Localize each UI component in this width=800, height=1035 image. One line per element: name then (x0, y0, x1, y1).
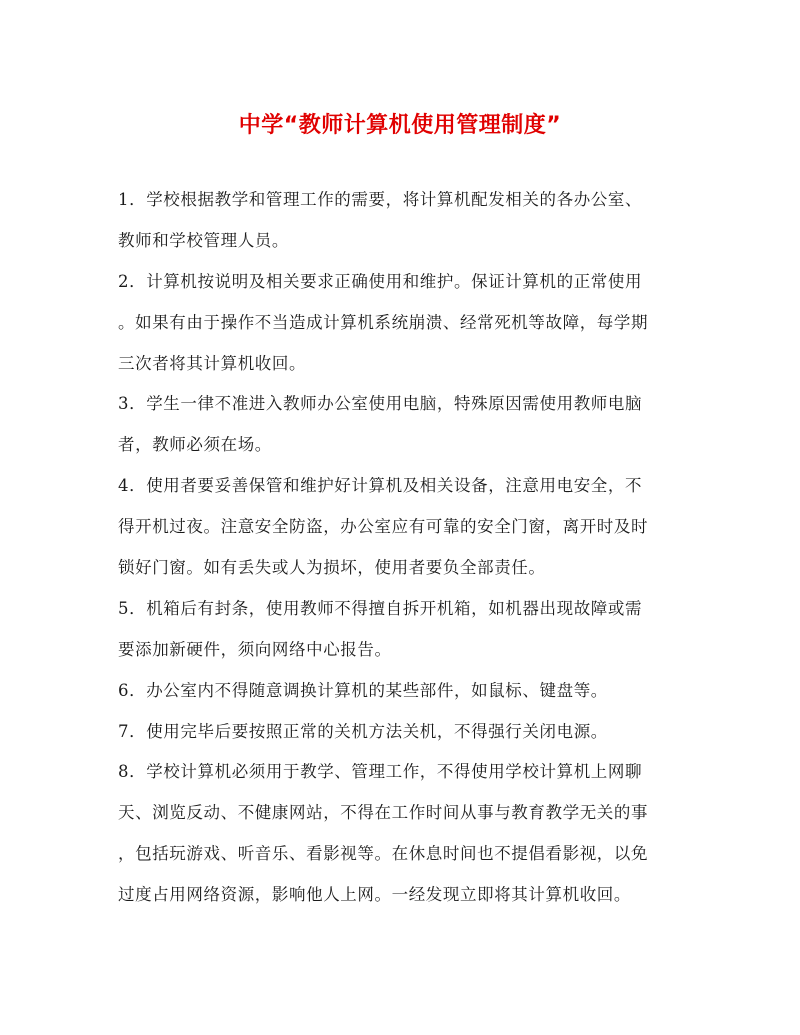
body-line: 过度占用网络资源，影响他人上网。一经发现立即将其计算机收回。 (118, 885, 631, 905)
body-line: 三次者将其计算机收回。 (118, 353, 307, 373)
body-line: 3．学生一律不准进入教师办公室使用电脑，特殊原因需使用教师电脑 (118, 394, 643, 414)
body-line: 天、浏览反动、不健康网站，不得在工作时间从事与教育教学无关的事 (118, 803, 649, 823)
body-line: 6．办公室内不得随意调换计算机的某些部件，如鼠标、键盘等。 (118, 680, 608, 700)
body-line: 2．计算机按说明及相关要求正确使用和维护。保证计算机的正常使用 (118, 271, 643, 291)
body-line: 要添加新硬件，须向网络中心报告。 (118, 639, 392, 659)
body-line: 。如果有由于操作不当造成计算机系统崩溃、经常死机等故障，每学期 (118, 312, 649, 332)
body-line: 者，教师必须在场。 (118, 435, 272, 455)
body-line: 得开机过夜。注意安全防盗，办公室应有可靠的安全门窗，离开时及时 (118, 517, 649, 537)
body-line: 锁好门窗。如有丢失或人为损坏，使用者要负全部责任。 (118, 558, 546, 578)
body-line: 5．机箱后有封条，使用教师不得擅自拆开机箱，如机器出现故障或需 (118, 598, 643, 618)
body-line: 7．使用完毕后要按照正常的关机方法关机，不得强行关闭电源。 (118, 721, 608, 741)
document-title: 中学“教师计算机使用管理制度” (238, 113, 562, 138)
document-body (118, 180, 684, 916)
body-line: 1．学校根据教学和管理工作的需要，将计算机配发相关的各办公室、 (118, 190, 643, 209)
body-line: ，包括玩游戏、听音乐、看影视等。在休息时间也不提倡看影视，以免 (118, 844, 649, 864)
body-line: 4．使用者要妥善保管和维护好计算机及相关设备，注意用电安全，不 (118, 476, 643, 496)
body-line: 8．学校计算机必须用于教学、管理工作，不得使用学校计算机上网聊 (118, 762, 643, 782)
body-line: 教师和学校管理人员。 (118, 230, 289, 250)
